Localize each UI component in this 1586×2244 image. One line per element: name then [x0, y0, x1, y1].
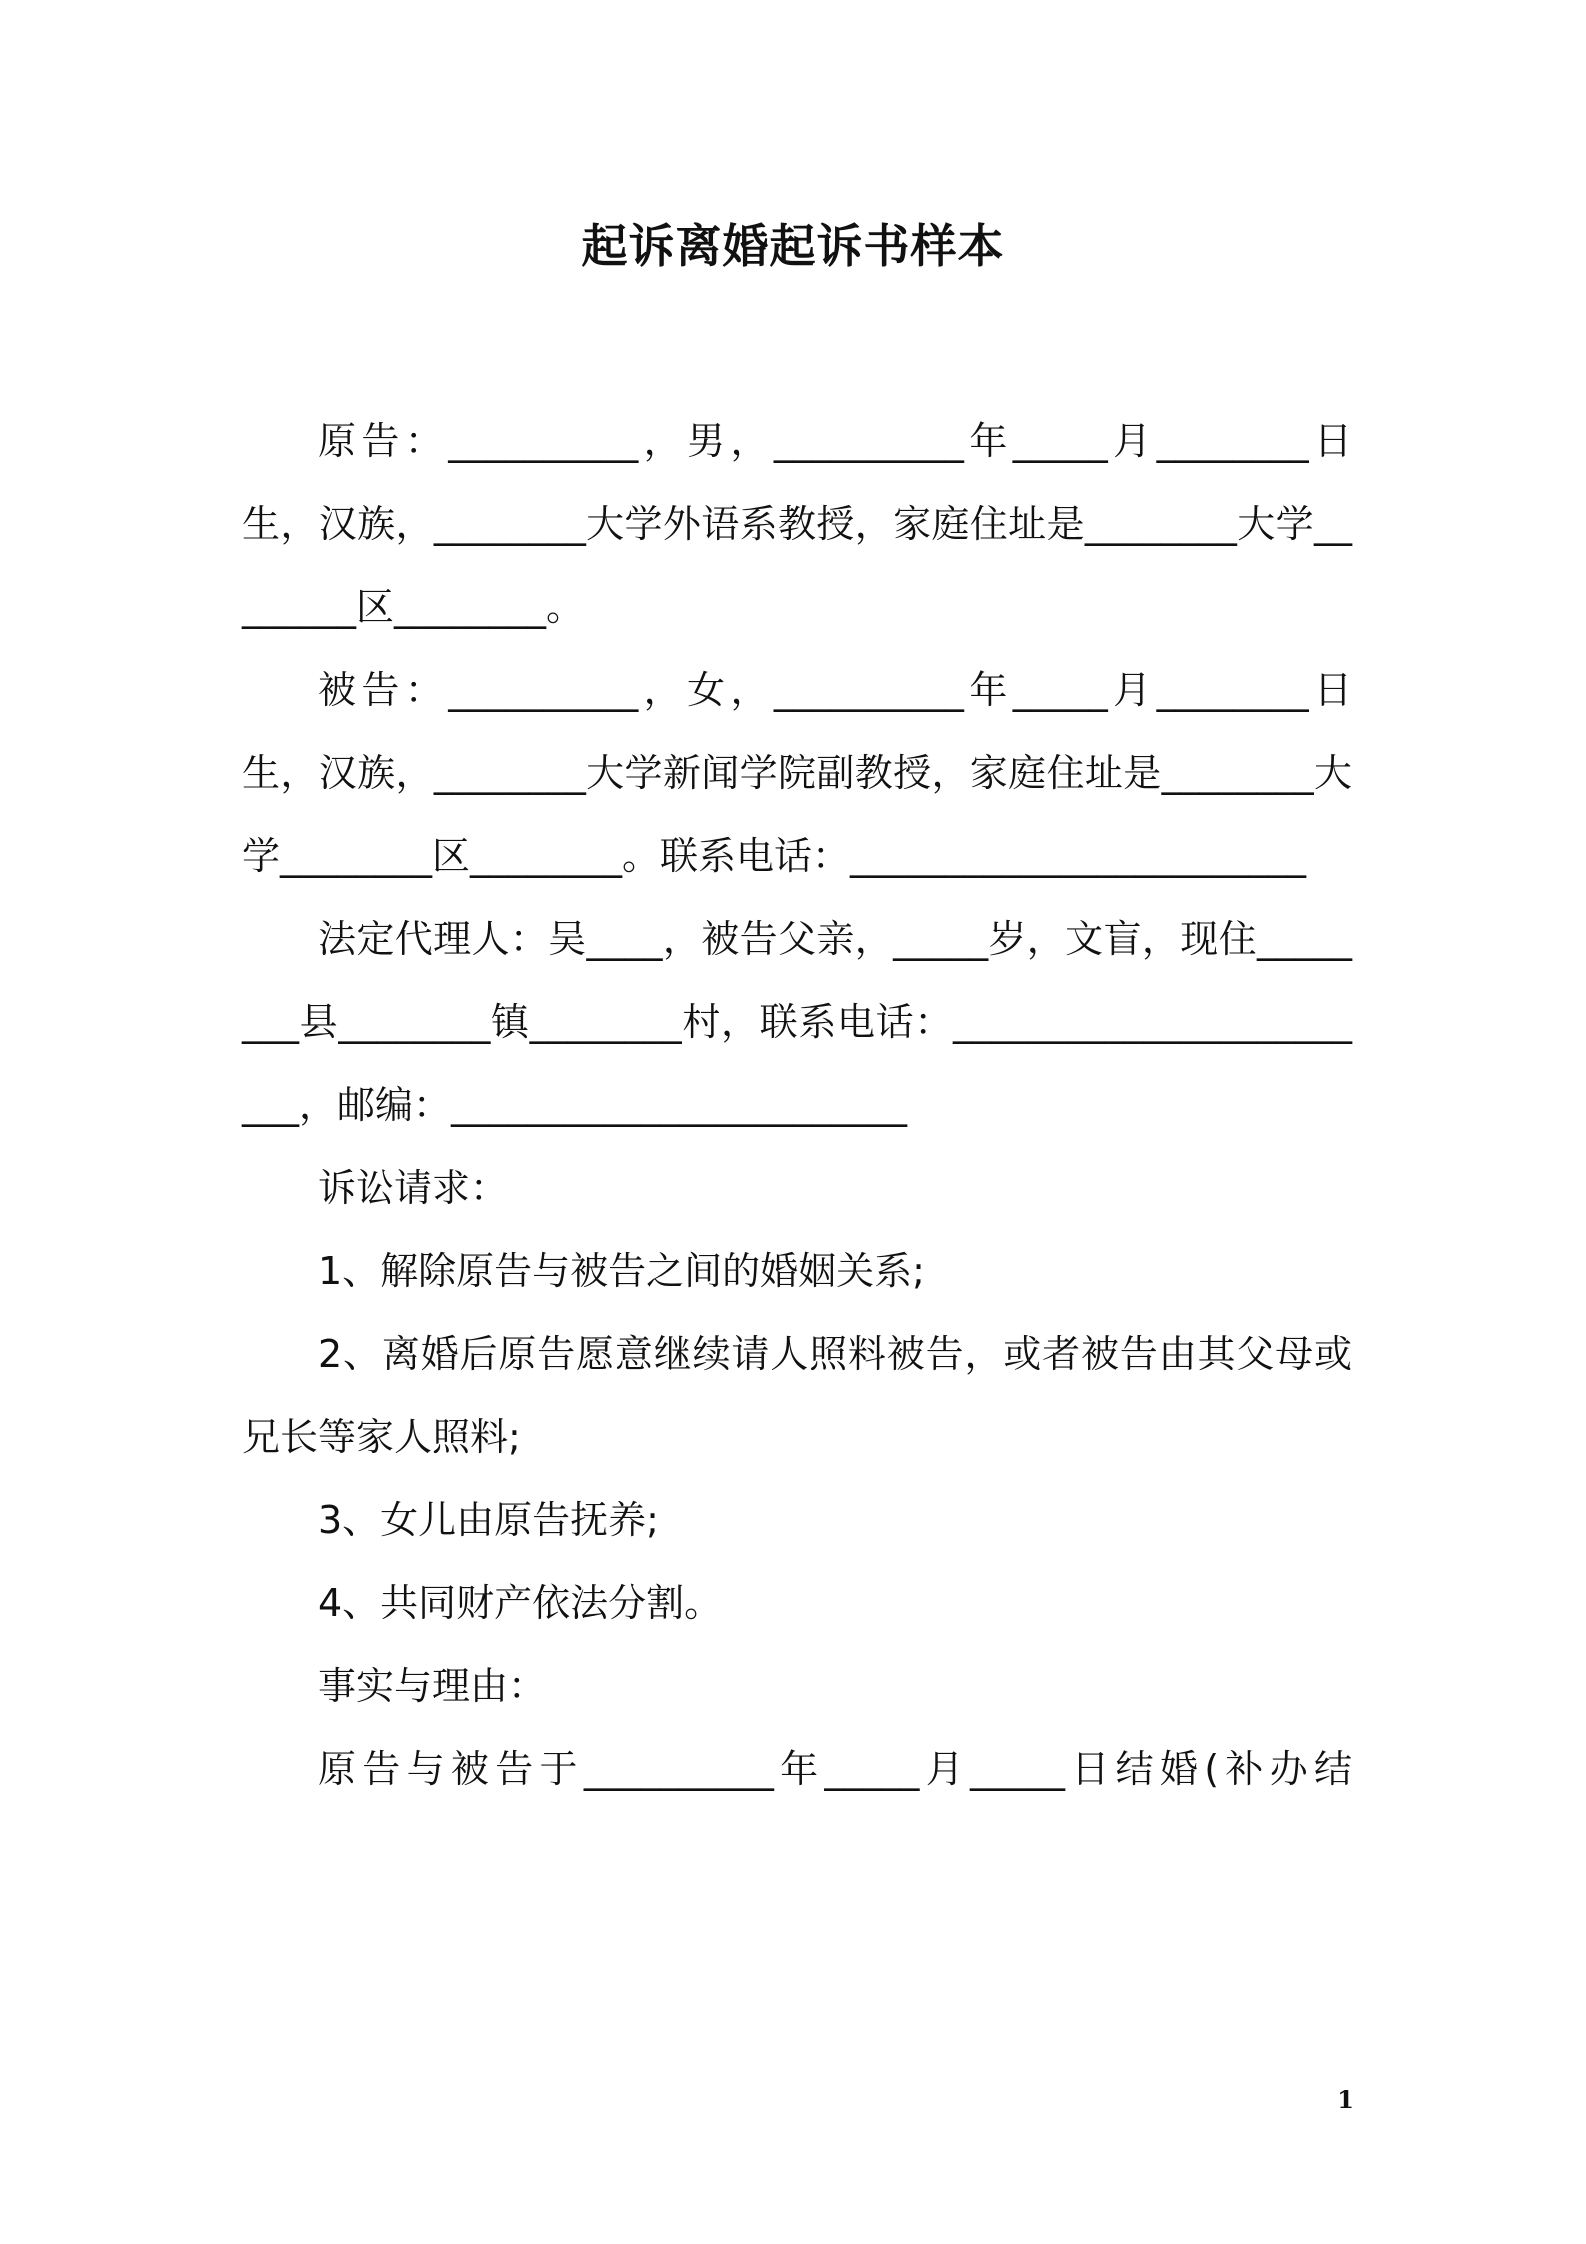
facts-heading: 事实与理由： [318, 1664, 547, 1708]
claim-item-2: 2、离婚后原告愿意继续请人照料被告，或者被告由其父母或兄长等家人照料; [242, 1332, 1352, 1459]
legal-agent-paragraph: 法定代理人：吴____，被告父亲，_____岁，文盲，现住________县________镇________村，联系电话：________________________，邮编：________________________ [242, 917, 1352, 1127]
facts-paragraph: 原告与被告于__________年_____月_____日结婚(补办结 [318, 1747, 1352, 1791]
claims-heading: 诉讼请求： [318, 1166, 509, 1210]
document-title: 起诉离婚起诉书样本 [581, 219, 1005, 273]
claim-item-3: 3、女儿由原告抚养; [318, 1498, 659, 1542]
claim-item-1: 1、解除原告与被告之间的婚姻关系; [318, 1249, 925, 1293]
claim-item-4: 4、共同财产依法分割。 [318, 1581, 723, 1625]
document-body [242, 400, 1352, 1811]
defendant-paragraph: 被告：__________，女，__________年_____月________日生，汉族，________大学新闻学院副教授，家庭住址是________大学________区________。联系电话：________________________ [242, 668, 1352, 878]
plaintiff-paragraph: 原告：__________，男，__________年_____月________日生，汉族，________大学外语系教授，家庭住址是________大学________区________。 [242, 419, 1352, 629]
page-number: 1 [1337, 2085, 1354, 2114]
